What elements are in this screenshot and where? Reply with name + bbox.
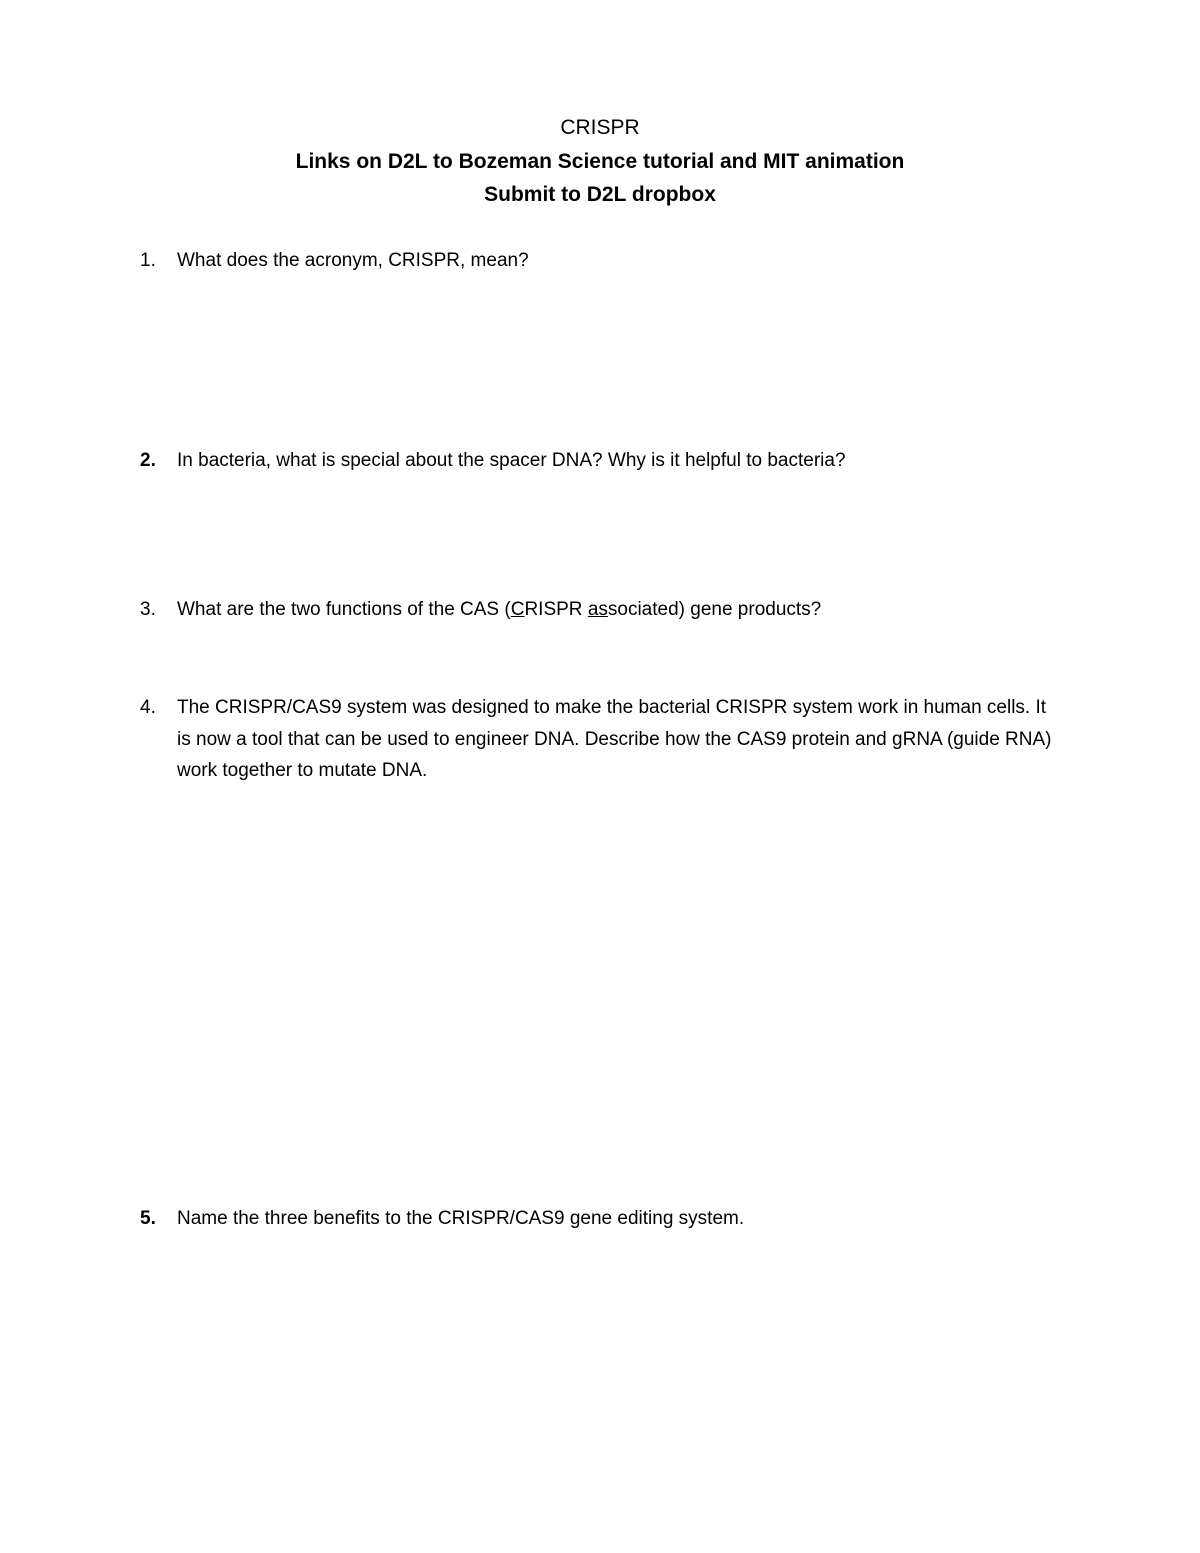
question-3-underline-c: C — [510, 599, 525, 620]
question-1-text: What does the acronym, CRISPR, mean? — [177, 250, 529, 271]
question-2-text: In bacteria, what is special about the spacer DNA? Why is it helpful to bacteria? — [177, 450, 846, 471]
question-3 — [140, 594, 1060, 626]
question-5 — [140, 1203, 1060, 1235]
submit-instruction: Submit to D2L dropbox — [484, 183, 716, 206]
question-1-number: 1. — [140, 250, 156, 271]
links-instruction: Links on D2L to Bozeman Science tutorial and MIT animation — [295, 150, 905, 173]
question-5-text: Name the three benefits to the CRISPR/CAS9 gene editing system. — [177, 1208, 745, 1229]
question-2-number: 2. — [140, 450, 156, 471]
question-4-number: 4. — [140, 697, 156, 718]
question-3-text-middle: RISPR — [524, 599, 588, 620]
document-title: CRISPR — [560, 116, 640, 139]
question-3-text — [177, 594, 1060, 626]
question-5-number: 5. — [140, 1208, 156, 1229]
question-4-text: The CRISPR/CAS9 system was designed to make the bacterial CRISPR system work in human cells. It is now a tool that can be used to engineer DNA. Describe how the CAS9 protein and gRNA (guide RNA) work together to mutate DNA. — [177, 697, 1052, 781]
question-2 — [140, 445, 1060, 477]
question-3-text-after: sociated) gene products? — [607, 599, 822, 620]
question-3-underline-as: as — [587, 599, 608, 620]
question-4 — [140, 692, 1060, 787]
question-1 — [140, 245, 1060, 277]
question-3-text-before: What are the two functions of the CAS ( — [177, 599, 511, 620]
question-3-number: 3. — [140, 599, 156, 620]
